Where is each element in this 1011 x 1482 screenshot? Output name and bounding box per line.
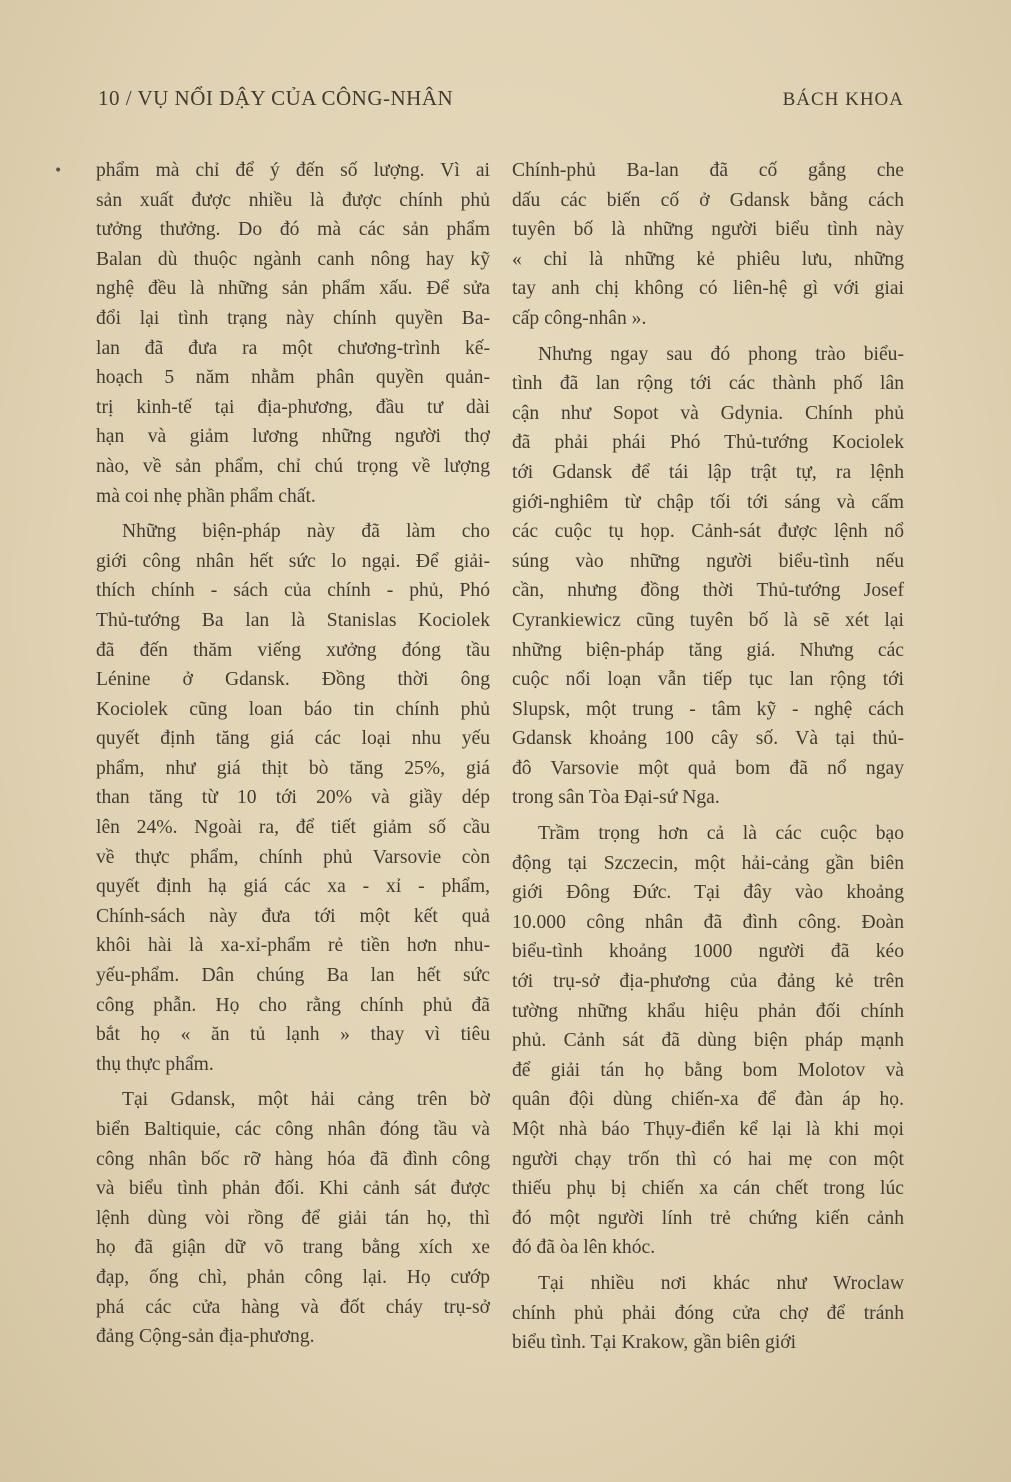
text-line: tuyên bố là những người biểu tình này [512,219,904,241]
text-line: đảng Cộng-sản địa-phương. [96,1326,315,1348]
text-line: 10.000 công nhân đã đình công. Đoàn [512,911,904,933]
text-line: tình đã lan rộng tới các thành phố lân [512,373,904,395]
text-line: cần, nhưng đồng thời Thủ-tướng Josef [512,580,904,602]
text-line: Gdansk khoảng 100 cây số. Và tại thủ- [512,728,904,750]
text-line: giới công nhân hết sức lo ngại. Để giải- [96,550,490,572]
text-line: đã đến thăm viếng xưởng đóng tầu [96,639,490,661]
text-line: hoạch 5 năm nhằm phân quyền quản- [96,367,490,389]
text-line: súng vào những người biểu-tình nếu [512,550,904,572]
text-line: Balan dù thuộc ngành canh nông hay kỹ [96,248,490,270]
text-line: công phẫn. Họ cho rằng chính phủ đã [96,994,490,1016]
text-line: người chạy trốn thì có hai mẹ con một [512,1148,904,1170]
text-line: giới Đông Đức. Tại đây vào khoảng [512,882,904,904]
text-line: dấu các biến cố ở Gdansk bằng cách [512,189,904,211]
text-line: cuộc nổi loạn vẫn tiếp tục lan rộng tới [512,669,904,691]
text-line: đó một người lính trẻ chứng kiến cảnh [512,1207,904,1229]
text-line: Lénine ở Gdansk. Đồng thời ông [96,669,490,691]
text-line: thiếu phụ bị chiến xa cán chết trong lúc [512,1178,904,1200]
margin-dot: • [54,163,63,179]
text-line: quân đội dùng chiến-xa để đàn áp họ. [512,1089,904,1111]
text-line: yếu-phẩm. Dân chúng Ba lan hết sức [96,965,490,987]
paragraph [512,1269,904,1358]
paragraph [96,517,490,1079]
text-line: than tăng từ 10 tới 20% và giầy dép [96,787,490,809]
text-line: để giải tán họ bằng bom Molotov và [512,1059,904,1081]
text-line: những biện-pháp tăng giá. Nhưng các [512,639,904,661]
text-line: biểu-tình khoảng 1000 người đã kéo [512,941,904,963]
paragraph [512,340,904,814]
text-line: mà coi nhẹ phần phẩm chất. [96,485,316,507]
text-line: Cyrankiewicz cũng tuyên bố là sẽ xét lại [512,609,904,631]
text-line: Chính-phủ Ba-lan đã cố gắng che [512,160,904,181]
text-line: tường những khẩu hiệu phản đối chính [512,1000,904,1022]
text-line: nghệ đều là những sản phẩm xấu. Để sửa [96,278,490,300]
text-line: hạn và giảm lương những người thợ [96,426,490,448]
paragraph [96,1085,490,1351]
text-line: biểu tình. Tại Krakow, gần biên giới [512,1332,797,1354]
page-header [98,86,904,120]
text-line: nào, về sản phẩm, chỉ chú trọng về lượng [96,455,490,477]
paragraph [512,819,904,1263]
text-line: quyết định hạ giá các xa - xỉ - phẩm, [96,876,490,898]
text-line: Trầm trọng hơn cả là các cuộc bạo [538,823,904,845]
text-line: chính phủ phải đóng cửa chợ để tránh [512,1302,904,1324]
magazine-name: BÁCH KHOA [782,89,904,110]
text-line: cận như Sopot và Gdynia. Chính phủ [512,402,904,424]
text-line: Tại nhiều nơi khác như Wroclaw [538,1272,904,1294]
text-line: phá các cửa hàng và đốt cháy trụ-sở [96,1296,490,1318]
text-line: đô Varsovie một quả bom đã nổ ngay [512,757,904,779]
text-line: thụ thực phẩm. [96,1053,214,1075]
text-line: tay anh chị không có liên-hệ gì với giai [512,278,904,300]
text-line: giới-nghiêm từ chập tối tới sáng và cấm [512,491,904,513]
text-line: tới Gdansk để tái lập trật tự, ra lệnh [512,461,904,483]
text-line: phẩm mà chỉ để ý đến số lượng. Vì ai [96,160,490,181]
text-line: và biểu tình phản đối. Khi cảnh sát được [96,1178,490,1200]
text-line: Chính-sách này đưa tới một kết quả [96,905,490,927]
text-line: khôi hài là xa-xỉ-phẩm rẻ tiền hơn nhu- [96,935,490,957]
text-line: Tại Gdansk, một hải cảng trên bờ [122,1089,490,1111]
text-line: đã phải phái Phó Thủ-tướng Kociolek [512,432,904,454]
text-line: Nhưng ngay sau đó phong trào biểu- [538,343,904,365]
text-line: bắt họ « ăn tủ lạnh » thay vì tiêu [96,1024,490,1046]
text-line: phủ. Cảnh sát đã dùng biện pháp mạnh [512,1030,904,1052]
text-line: lan đã đưa ra một chương-trình kế- [96,337,490,359]
text-line: Một nhà báo Thụy-điển kể lại là khi mọi [512,1119,904,1140]
text-line: cấp công-nhân ». [512,307,647,329]
text-line: phẩm, như giá thịt bò tăng 25%, giá [96,757,490,779]
text-line: lên 24%. Ngoài ra, để tiết giảm số cầu [96,817,490,839]
text-line: Thủ-tướng Ba lan là Stanislas Kociolek [96,609,490,631]
text-line: đổi lại tình trạng này chính quyền Ba- [96,307,490,329]
text-line: biển Baltiquie, các công nhân đóng tầu và [96,1119,490,1140]
text-line: thích chính - sách của chính - phủ, Phó [96,580,490,602]
text-line: động tại Szczecin, một hải-cảng gần biên [512,852,904,874]
text-line: trị kinh-tế tại địa-phương, đầu tư dài [96,396,490,418]
text-line: lệnh dùng vòi rồng để giải tán họ, thì [96,1207,490,1229]
text-line: quyết định tăng giá các loại nhu yếu [96,728,490,750]
page-title: 10 / VỤ NỔI DẬY CỦA CÔNG-NHÂN [98,86,454,110]
text-line: họ đã giận dữ võ trang bằng xích xe [96,1237,490,1259]
text-line: Kociolek cũng loan báo tin chính phủ [96,698,490,720]
left-column [96,156,490,1352]
text-line: trong sân Tòa Đại-sứ Nga. [512,787,720,809]
text-line: « chỉ là những kẻ phiêu lưu, những [512,248,904,270]
text-line: tưởng thưởng. Do đó mà các sản phẩm [96,219,490,241]
text-line: đạp, ống chì, phản công lại. Họ cướp [96,1266,490,1288]
text-line: tới trụ-sở địa-phương của đảng kẻ trên [512,971,904,993]
text-line: công nhân bốc rỡ hàng hóa đã đình công [96,1148,490,1170]
paragraph [512,156,904,334]
text-line: Slupsk, một trung - tâm kỹ - nghệ cách [512,698,904,720]
text-line: Những biện-pháp này đã làm cho [122,521,490,543]
text-line: các cuộc tụ họp. Cảnh-sát được lệnh nổ [512,521,904,543]
text-line: sản xuất được nhiều là được chính phủ [96,189,490,211]
text-line: đó đã òa lên khóc. [512,1237,656,1259]
right-column [512,156,904,1358]
paragraph [96,156,490,511]
text-line: về thực phẩm, chính phủ Varsovie còn [96,846,490,868]
